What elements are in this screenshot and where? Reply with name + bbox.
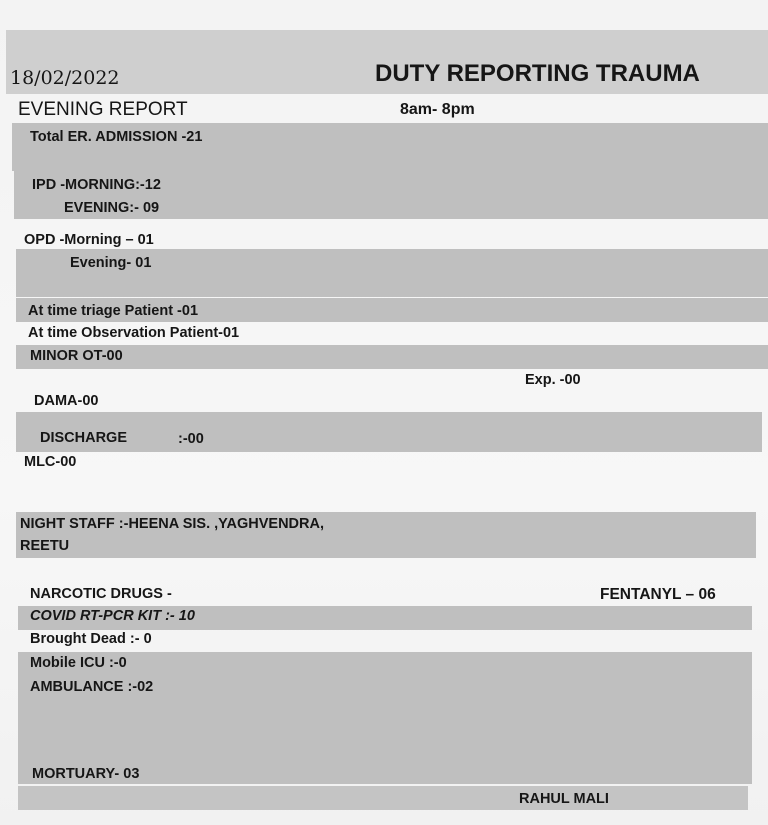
band-empty	[18, 700, 752, 760]
opd-evening: Evening- 01	[70, 255, 152, 271]
band-minor-ot	[16, 345, 768, 369]
signature-name: RAHUL MALI	[519, 791, 609, 807]
narcotic-drugs: NARCOTIC DRUGS -	[30, 586, 172, 602]
ipd-evening: EVENING:- 09	[64, 200, 160, 216]
mlc-count: MLC-00	[24, 454, 77, 470]
report-timing: 8am- 8pm	[400, 101, 475, 118]
mortuary-count: MORTUARY- 03	[32, 766, 140, 782]
band-mobile-icu	[18, 652, 752, 676]
covid-rtpcr-kit: COVID RT-PCR KIT :- 10	[30, 608, 195, 624]
ipd-morning: IPD -MORNING:-12	[32, 177, 161, 193]
minor-ot: MINOR OT-00	[30, 348, 123, 364]
discharge-value: :-00	[178, 431, 204, 447]
triage-patient: At time triage Patient -01	[28, 303, 199, 319]
fentanyl-count: FENTANYL – 06	[600, 586, 716, 603]
brought-dead: Brought Dead :- 0	[30, 631, 152, 647]
mobile-icu: Mobile ICU :-0	[30, 655, 127, 671]
total-er-admission: Total ER. ADMISSION -21	[30, 129, 203, 145]
report-date: 18/02/2022	[10, 67, 120, 89]
band-signature	[18, 786, 748, 810]
night-staff-line-1: NIGHT STAFF :-HEENA SIS. ,YAGHVENDRA,	[20, 516, 324, 532]
night-staff-line-2: REETU	[20, 538, 70, 554]
observation-patient: At time Observation Patient-01	[28, 325, 240, 341]
report-type: EVENING REPORT	[18, 99, 188, 120]
discharge-label: DISCHARGE	[40, 430, 128, 446]
band-discharge	[16, 412, 762, 452]
dama-count: DAMA-00	[34, 393, 99, 409]
report-title: DUTY REPORTING TRAUMA	[375, 60, 700, 87]
exp-count: Exp. -00	[525, 372, 581, 388]
ambulance-count: AMBULANCE :-02	[30, 679, 154, 695]
opd-morning: OPD -Morning – 01	[24, 232, 154, 248]
